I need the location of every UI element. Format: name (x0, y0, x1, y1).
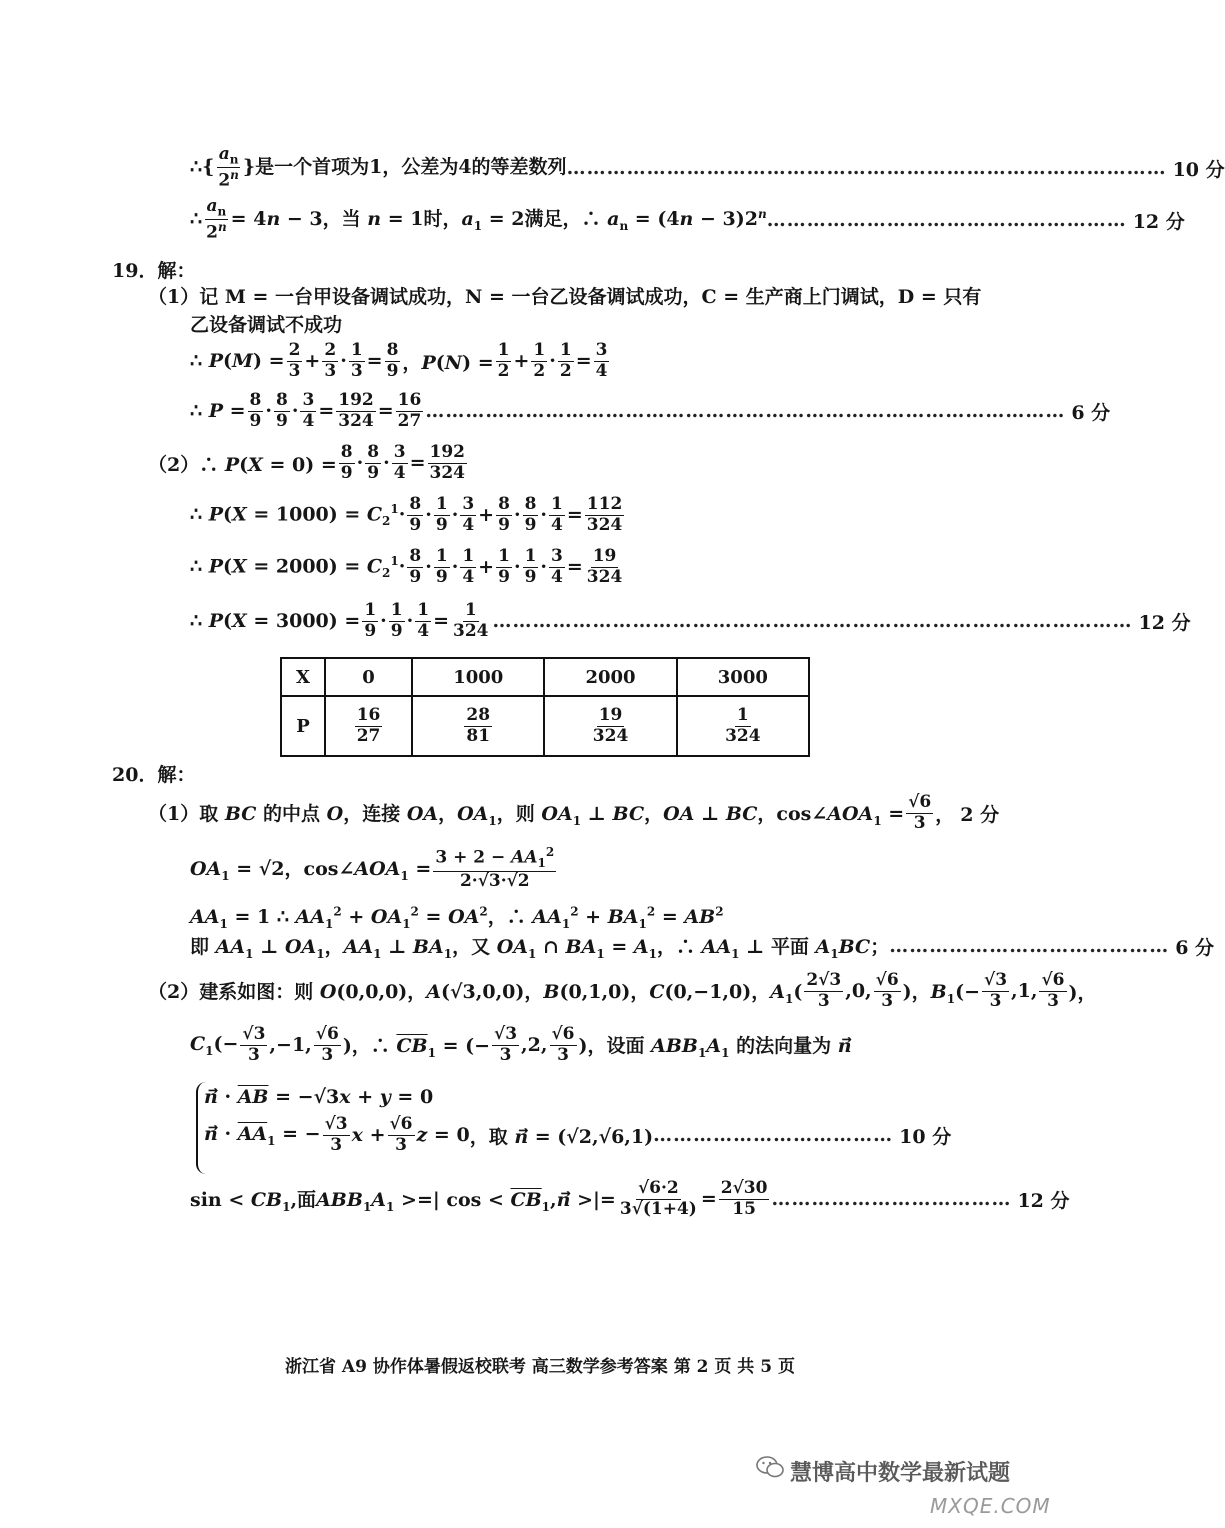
line-18a-text: ∴{ $\frac{a_n}{2^n}$ }是一个首项为1，公差为4的等差数列 (190, 144, 567, 191)
score-10: 10 分 (1172, 158, 1225, 181)
answer-line (190, 196, 1185, 243)
leader-dots: …………………………………………………………………………………… (492, 610, 1133, 633)
q20-system-eq1: n⃗ · $\overline{AB} = -√3x + y = 0$ (204, 1086, 434, 1108)
table-row (281, 696, 809, 756)
leader-dots: ……………………………… (771, 1188, 1012, 1211)
q20-part2-b: $C_1(-$ $\frac{√3}{3}$ ,−1, $\frac{√6}{3}$ )，∴ $\overline{CB}_1$ = (− $\frac{√3}{3}$ ,2, $\frac{√6}{3}$ )，设面 $ABB_1A_1$ 的法向量为 n (190, 1024, 852, 1065)
score-2: 2 分 (960, 803, 1000, 826)
page-footer: 浙江省 A9 协作体暑假返校联考 高三数学参考答案 第 2 页 共 5 页 (285, 1357, 795, 1377)
watermark-site: MXQE.COM (930, 1494, 1051, 1518)
q19-definition-cont: 乙设备调试不成功 (190, 314, 343, 336)
table-header-row (281, 658, 809, 696)
q19-x0: （2）∴ P(X = 0) = $\frac{8}{9}$ · $\frac{8}{9}$ · $\frac{3}{4}$ = $\frac{192}{324}$ (148, 442, 465, 483)
leader-dots: …………………………………… (889, 935, 1170, 958)
score-12: 12 分 (1017, 1189, 1070, 1212)
wechat-icon (756, 1456, 784, 1478)
table-cell: 3000 (677, 658, 809, 696)
table-cell: 2000 (544, 658, 676, 696)
watermark-text: 慧博高中数学最新试题 (790, 1461, 1011, 1486)
leader-dots: …………………………………………………………………………………… (425, 400, 1066, 423)
score-6: 6 分 (1175, 936, 1215, 959)
q20-part2-a: （2）建系如图：则 O(0,0,0)，A(√3,0,0)，B(0,1,0)，C(0,−1,0)，$A_1$( $\frac{2√3}{3}$ ,0, $\frac{√6}{3}$ )，$B_1(-$ $\frac{√3}{3}$ ,1, $\frac{√6}{3}$ )， (148, 970, 1097, 1011)
q20-part1-c: $AA_1 = 1$ ∴ $AA_1^2 + OA_1^2 = OA^2$，∴ $AA_1^2 + BA_1^2 = AB^2$ (190, 904, 724, 931)
score-6: 6 分 (1071, 401, 1111, 424)
table-cell: $\frac{19}{324}$ (544, 696, 676, 756)
q19-x2000: ∴ $P(X = 2000) = C_2^1\cdot$ $\frac{8}{9}$ · $\frac{1}{9}$ · $\frac{1}{4}$ + $\frac{1}{9}$ · $\frac{1}{9}$ · $\frac{3}{4}$ = $\frac{19}{324}$ (190, 546, 623, 587)
distribution-table (280, 657, 810, 757)
q19-definition: （1）记 M = 一台甲设备调试成功，N = 一台乙设备调试成功，C = 生产商上门调试，D = 只有 (148, 286, 982, 308)
table-cell: 1000 (412, 658, 544, 696)
table-cell: $\frac{28}{81}$ (412, 696, 544, 756)
q19-x3000: ∴ P(X = 3000) = $\frac{1}{9}$ · $\frac{1}{9}$ · $\frac{1}{4}$ = $\frac{1}{324}$ …………………………………………………………………………………… 12 分 (190, 600, 1191, 641)
score-12: 12 分 (1132, 210, 1185, 233)
q20-part1-b: $OA_1 = √2$，$\cos\angle AOA_1$ = $\frac{3 + 2 - AA_1^2}{2\cdot√3\cdot√2}$ (190, 845, 555, 891)
line-18b-text: ∴ $\frac{a_n}{2^n}$ = 4n − 3，当 n = 1时，$a_1 = 2$满足，∴ $a_n = (4n - 3)2^n$ (190, 196, 767, 243)
q20-part1-d: 即 $AA_1$ ⊥ $OA_1$，$AA_1$ ⊥ $BA_1$，又 $OA_1$ ∩ $BA_1 = A_1$，∴ $AA_1$ ⊥ 平面 $A_1BC$； …………………………………… 6 分 (190, 932, 968, 961)
table-cell: $\frac{1}{324}$ (677, 696, 809, 756)
leader-dots: ……………………………………………………………………………… (566, 157, 1167, 180)
score-12: 12 分 (1138, 611, 1191, 634)
table-cell: $\frac{16}{27}$ (325, 696, 412, 756)
score-10: 10 分 (899, 1125, 952, 1148)
q20-part1-a: （1）取 BC 的中点 O，连接 OA，$OA_1$，则 $OA_1$ ⊥ BC，OA ⊥ BC，$\cos\angle AOA_1$ = $\frac{√6}{3}$ ， 2 分 (148, 792, 1000, 833)
q19-pm-pn: ∴ P(M) = $\frac{2}{3}$ + $\frac{2}{3}$ · $\frac{1}{3}$ = $\frac{8}{9}$ ，P(N) = $\frac{1}{2}$ + $\frac{1}{2}$ · $\frac{1}{2}$ = $\frac{3}{4}$ (190, 340, 608, 381)
question-20-heading: 20．解： (112, 764, 196, 786)
leader-dots: ……………………………… (653, 1124, 894, 1147)
table-cell: X (281, 658, 325, 696)
q19-p-line: ∴ P = $\frac{8}{9}$ · $\frac{8}{9}$ · $\frac{3}{4}$ = $\frac{192}{324}$ = $\frac{16}{27}$ …………………………………………………………………………………… 6 分 (190, 390, 1111, 431)
table-cell: 0 (325, 658, 412, 696)
question-19-heading: 19．解： (112, 260, 196, 282)
table-cell: P (281, 696, 325, 756)
q19-x1000: ∴ $P(X = 1000) = C_2^1\cdot$ $\frac{8}{9}$ · $\frac{1}{9}$ · $\frac{3}{4}$ + $\frac{8}{9}$ · $\frac{8}{9}$ · $\frac{1}{4}$ = $\frac{112}{324}$ (190, 494, 623, 535)
q20-system-eq2: n⃗ · $\overline{AA}_1$ = − $\frac{√3}{3}$ x + $\frac{√6}{3}$ z = 0 ，取 n⃗ = (√2,√6,1) ……………………………… 10 分 (204, 1114, 952, 1155)
q20-sin-line: $\sin < CB_1$,面$ABB_1A_1$ >=| $\cos < \overline{CB}_1,n⃗$ >|= $\frac{√6\cdot 2}{3√(1+4)}$ = $\frac{2√30}{15}$ ……………………………… 12 分 (190, 1178, 1070, 1219)
answer-line (190, 144, 1225, 191)
leader-dots: ……………………………………………… (766, 209, 1127, 232)
